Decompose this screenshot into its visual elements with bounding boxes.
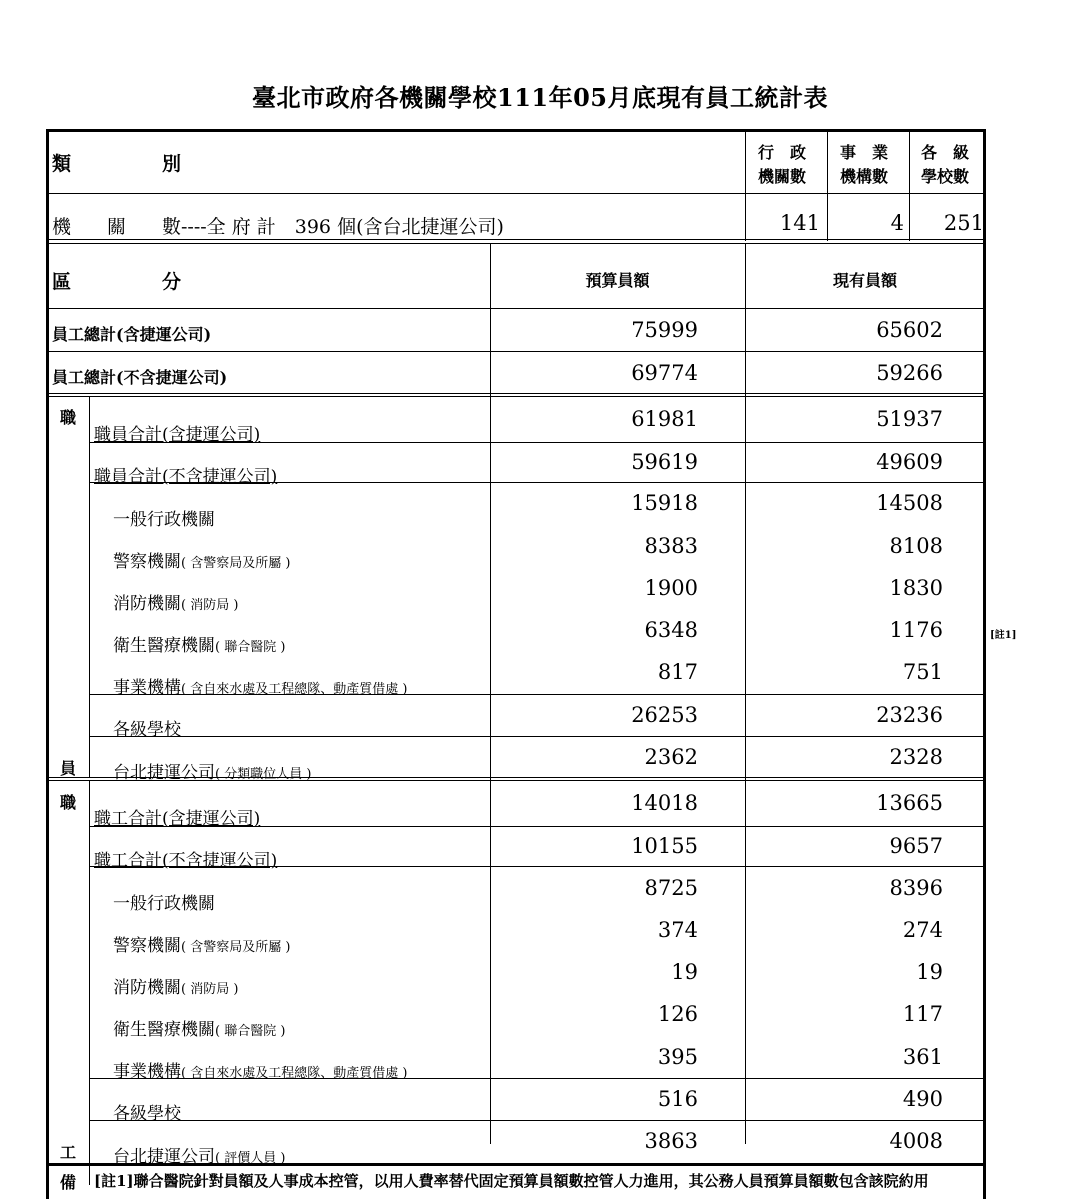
row-divider	[89, 826, 985, 827]
total-budget: 69774	[631, 361, 698, 385]
workers-current: 274	[902, 918, 943, 942]
workers-budget: 395	[657, 1045, 698, 1069]
row-divider	[48, 351, 985, 352]
staff-row-label: 警察機關( 含警察局及所屬 )	[113, 552, 291, 572]
workers-current: 4008	[889, 1129, 943, 1153]
header-enterprise-line1: 事 業	[840, 143, 889, 162]
staff-budget: 1900	[644, 576, 698, 600]
row-divider	[48, 777, 985, 778]
row-divider	[48, 243, 985, 244]
col-divider	[909, 131, 910, 241]
workers-budget: 516	[657, 1087, 698, 1111]
staff-current: 1176	[889, 618, 943, 642]
staff-budget: 61981	[631, 407, 698, 431]
staff-row-label: 衛生醫療機關( 聯合醫院 )	[113, 636, 286, 656]
workers-current: 13665	[876, 791, 943, 815]
staff-row-label: 一般行政機關	[113, 510, 215, 530]
agency-admin-count: 141	[779, 211, 820, 235]
workers-row-label: 事業機構( 含自來水處及工程總隊、動產質借處 )	[113, 1062, 408, 1082]
sub-header-division-a: 區	[52, 271, 72, 293]
row-divider	[46, 1163, 986, 1166]
staff-row-label: 事業機構( 含自來水處及工程總隊、動產質借處 )	[113, 678, 408, 698]
workers-budget: 126	[657, 1002, 698, 1026]
workers-budget: 14018	[631, 791, 698, 815]
staff-budget: 817	[657, 660, 698, 684]
page-title: 臺北市政府各機關學校111年05月底現有員工統計表	[252, 83, 828, 112]
workers-current: 9657	[889, 834, 943, 858]
row-divider	[89, 866, 985, 867]
header-category-a: 類	[52, 153, 72, 175]
col-divider	[745, 131, 746, 241]
staff-budget: 26253	[631, 703, 698, 727]
workers-current: 117	[902, 1002, 943, 1026]
workers-side-top: 職	[60, 793, 77, 812]
row-divider	[48, 239, 985, 240]
side-divider	[89, 397, 90, 777]
header-admin-line2: 機關數	[758, 167, 807, 186]
row-divider	[89, 1120, 985, 1121]
workers-row-label: 警察機關( 含警察局及所屬 )	[113, 936, 291, 956]
row-divider	[48, 193, 985, 194]
staff-current: 51937	[876, 407, 943, 431]
header-admin-line1: 行 政	[758, 143, 807, 162]
workers-budget: 3863	[644, 1129, 698, 1153]
row-divider	[89, 694, 985, 695]
remark-text: [註1]聯合醫院針對員額及人事成本控管，以用人費率替代固定預算員額數控管人力進用，其公務人員預算員額數包含該院約用	[94, 1172, 929, 1190]
agency-label-1: 機	[52, 216, 72, 238]
col-divider	[827, 131, 828, 241]
workers-row-label: 職工合計(含捷運公司)	[94, 809, 261, 829]
workers-current: 361	[902, 1045, 943, 1069]
workers-budget: 10155	[631, 834, 698, 858]
workers-budget: 374	[657, 918, 698, 942]
header-category-b: 別	[162, 153, 182, 175]
sub-header-division-b: 分	[162, 271, 182, 293]
workers-row-label: 台北捷運公司( 評價人員 )	[113, 1147, 286, 1167]
row-divider	[89, 482, 985, 483]
workers-row-label: 一般行政機關	[113, 894, 215, 914]
total-current: 65602	[876, 318, 943, 342]
header-school-line1: 各 級	[921, 143, 970, 162]
workers-row-label: 消防機關( 消防局 )	[113, 978, 239, 998]
workers-row-label: 衛生醫療機關( 聯合醫院 )	[113, 1020, 286, 1040]
workers-budget: 8725	[644, 876, 698, 900]
staff-current: 2328	[889, 745, 943, 769]
row-divider	[89, 442, 985, 443]
total-label: 員工總計(不含捷運公司)	[52, 368, 228, 387]
staff-row-label: 消防機關( 消防局 )	[113, 594, 239, 614]
row-divider	[89, 1078, 985, 1079]
total-current: 59266	[876, 361, 943, 385]
sub-header-budget: 預算員額	[585, 271, 650, 290]
staff-current: 751	[902, 660, 943, 684]
staff-budget: 15918	[631, 491, 698, 515]
workers-row-label: 職工合計(不含捷運公司)	[94, 851, 278, 871]
staff-budget: 59619	[631, 450, 698, 474]
staff-budget: 6348	[644, 618, 698, 642]
staff-side-top: 職	[60, 408, 77, 427]
row-divider	[48, 393, 985, 394]
row-divider	[48, 308, 985, 309]
staff-current: 8108	[889, 534, 943, 558]
workers-current: 8396	[889, 876, 943, 900]
staff-current: 14508	[876, 491, 943, 515]
remark-label: 備	[60, 1173, 77, 1192]
workers-budget: 19	[671, 960, 698, 984]
workers-current: 490	[902, 1087, 943, 1111]
staff-side-bottom: 員	[60, 759, 77, 778]
staff-row-label: 職員合計(不含捷運公司)	[94, 467, 278, 487]
staff-current: 49609	[876, 450, 943, 474]
row-divider	[48, 780, 985, 781]
header-enterprise-line2: 機構數	[840, 167, 889, 186]
sub-header-current: 現有員額	[832, 271, 897, 290]
total-label: 員工總計(含捷運公司)	[52, 325, 212, 344]
row-divider	[48, 396, 985, 397]
workers-row-label: 各級學校	[113, 1104, 181, 1124]
side-divider	[89, 781, 90, 1164]
side-divider	[89, 1165, 90, 1185]
workers-current: 19	[916, 960, 943, 984]
agency-enterprise-count: 4	[890, 211, 904, 235]
agency-school-count: 251	[943, 211, 984, 235]
header-school-line2: 學校數	[921, 167, 970, 186]
staff-row-label: 台北捷運公司( 分類職位人員 )	[113, 763, 312, 783]
agency-label-3: 數----全 府 計 396 個(含台北捷運公司)	[162, 216, 504, 238]
staff-row-label: 職員合計(含捷運公司)	[94, 425, 261, 445]
staff-row-label: 各級學校	[113, 720, 181, 740]
workers-side-bottom: 工	[60, 1143, 77, 1162]
agency-label-2: 關	[107, 216, 127, 238]
total-budget: 75999	[631, 318, 698, 342]
staff-current: 1830	[889, 576, 943, 600]
row-divider	[89, 736, 985, 737]
side-note: [註1]	[990, 630, 1017, 641]
staff-budget: 2362	[644, 745, 698, 769]
staff-current: 23236	[876, 703, 943, 727]
staff-budget: 8383	[644, 534, 698, 558]
